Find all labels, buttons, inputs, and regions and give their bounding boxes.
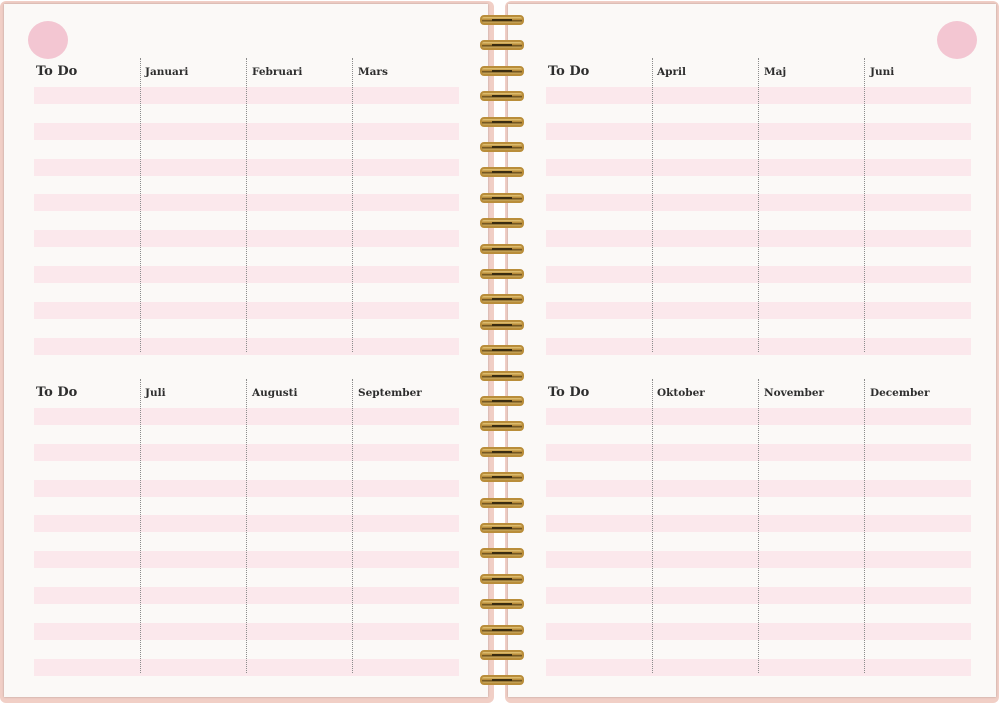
spiral-binding-ring-icon <box>480 675 524 685</box>
column-divider <box>758 379 759 673</box>
spiral-binding-ring-icon <box>480 15 524 25</box>
spiral-binding-ring-icon <box>480 447 524 457</box>
month-label-juli: Juli <box>145 387 166 399</box>
month-label-september: September <box>358 387 422 399</box>
todo-heading: To Do <box>548 64 590 79</box>
column-divider <box>864 58 865 352</box>
right-page <box>508 4 996 697</box>
todo-heading: To Do <box>36 385 78 400</box>
month-label-oktober: Oktober <box>657 387 705 399</box>
spiral-binding-ring-icon <box>480 625 524 635</box>
column-divider <box>246 58 247 352</box>
spiral-binding-ring-icon <box>480 218 524 228</box>
spiral-binding-ring-icon <box>480 66 524 76</box>
planner-block-apr-jun <box>546 64 971 352</box>
spiral-binding-ring-icon <box>480 193 524 203</box>
month-label-augusti: Augusti <box>252 387 298 399</box>
month-label-februari: Februari <box>252 66 303 78</box>
planner-block-jul-sep <box>34 385 459 673</box>
spiral-binding-ring-icon <box>480 523 524 533</box>
spiral-binding-ring-icon <box>480 574 524 584</box>
spiral-binding-ring-icon <box>480 294 524 304</box>
decorative-circle-icon <box>937 21 977 59</box>
column-divider <box>246 379 247 673</box>
planner-block-jan-mar <box>34 64 459 352</box>
month-label-december: December <box>870 387 930 399</box>
month-label-mars: Mars <box>358 66 388 78</box>
spiral-binding-ring-icon <box>480 117 524 127</box>
spiral-binding-ring-icon <box>480 396 524 406</box>
spiral-binding-ring-icon <box>480 548 524 558</box>
column-divider <box>352 58 353 352</box>
month-label-april: April <box>657 66 686 78</box>
planner-block-oct-dec <box>546 385 971 673</box>
spiral-binding-ring-icon <box>480 269 524 279</box>
column-divider <box>652 58 653 352</box>
month-label-maj: Maj <box>764 66 787 78</box>
spiral-binding-ring-icon <box>480 498 524 508</box>
month-label-januari: Januari <box>145 66 189 78</box>
spiral-binding-ring-icon <box>480 167 524 177</box>
column-divider <box>864 379 865 673</box>
spiral-binding-ring-icon <box>480 142 524 152</box>
spiral-binding-ring-icon <box>480 345 524 355</box>
spiral-binding-ring-icon <box>480 599 524 609</box>
spiral-binding-ring-icon <box>480 244 524 254</box>
spiral-binding-ring-icon <box>480 371 524 381</box>
todo-heading: To Do <box>548 385 590 400</box>
spiral-binding-ring-icon <box>480 472 524 482</box>
column-divider <box>758 58 759 352</box>
left-page <box>4 4 488 697</box>
column-divider <box>652 379 653 673</box>
column-divider <box>352 379 353 673</box>
column-divider <box>140 379 141 673</box>
spiral-binding-ring-icon <box>480 91 524 101</box>
decorative-circle-icon <box>28 21 68 59</box>
month-label-juni: Juni <box>870 66 895 78</box>
todo-heading: To Do <box>36 64 78 79</box>
spiral-binding-ring-icon <box>480 421 524 431</box>
spiral-binding-ring-icon <box>480 650 524 660</box>
spiral-binding-ring-icon <box>480 40 524 50</box>
month-label-november: November <box>764 387 825 399</box>
spiral-binding-ring-icon <box>480 320 524 330</box>
column-divider <box>140 58 141 352</box>
